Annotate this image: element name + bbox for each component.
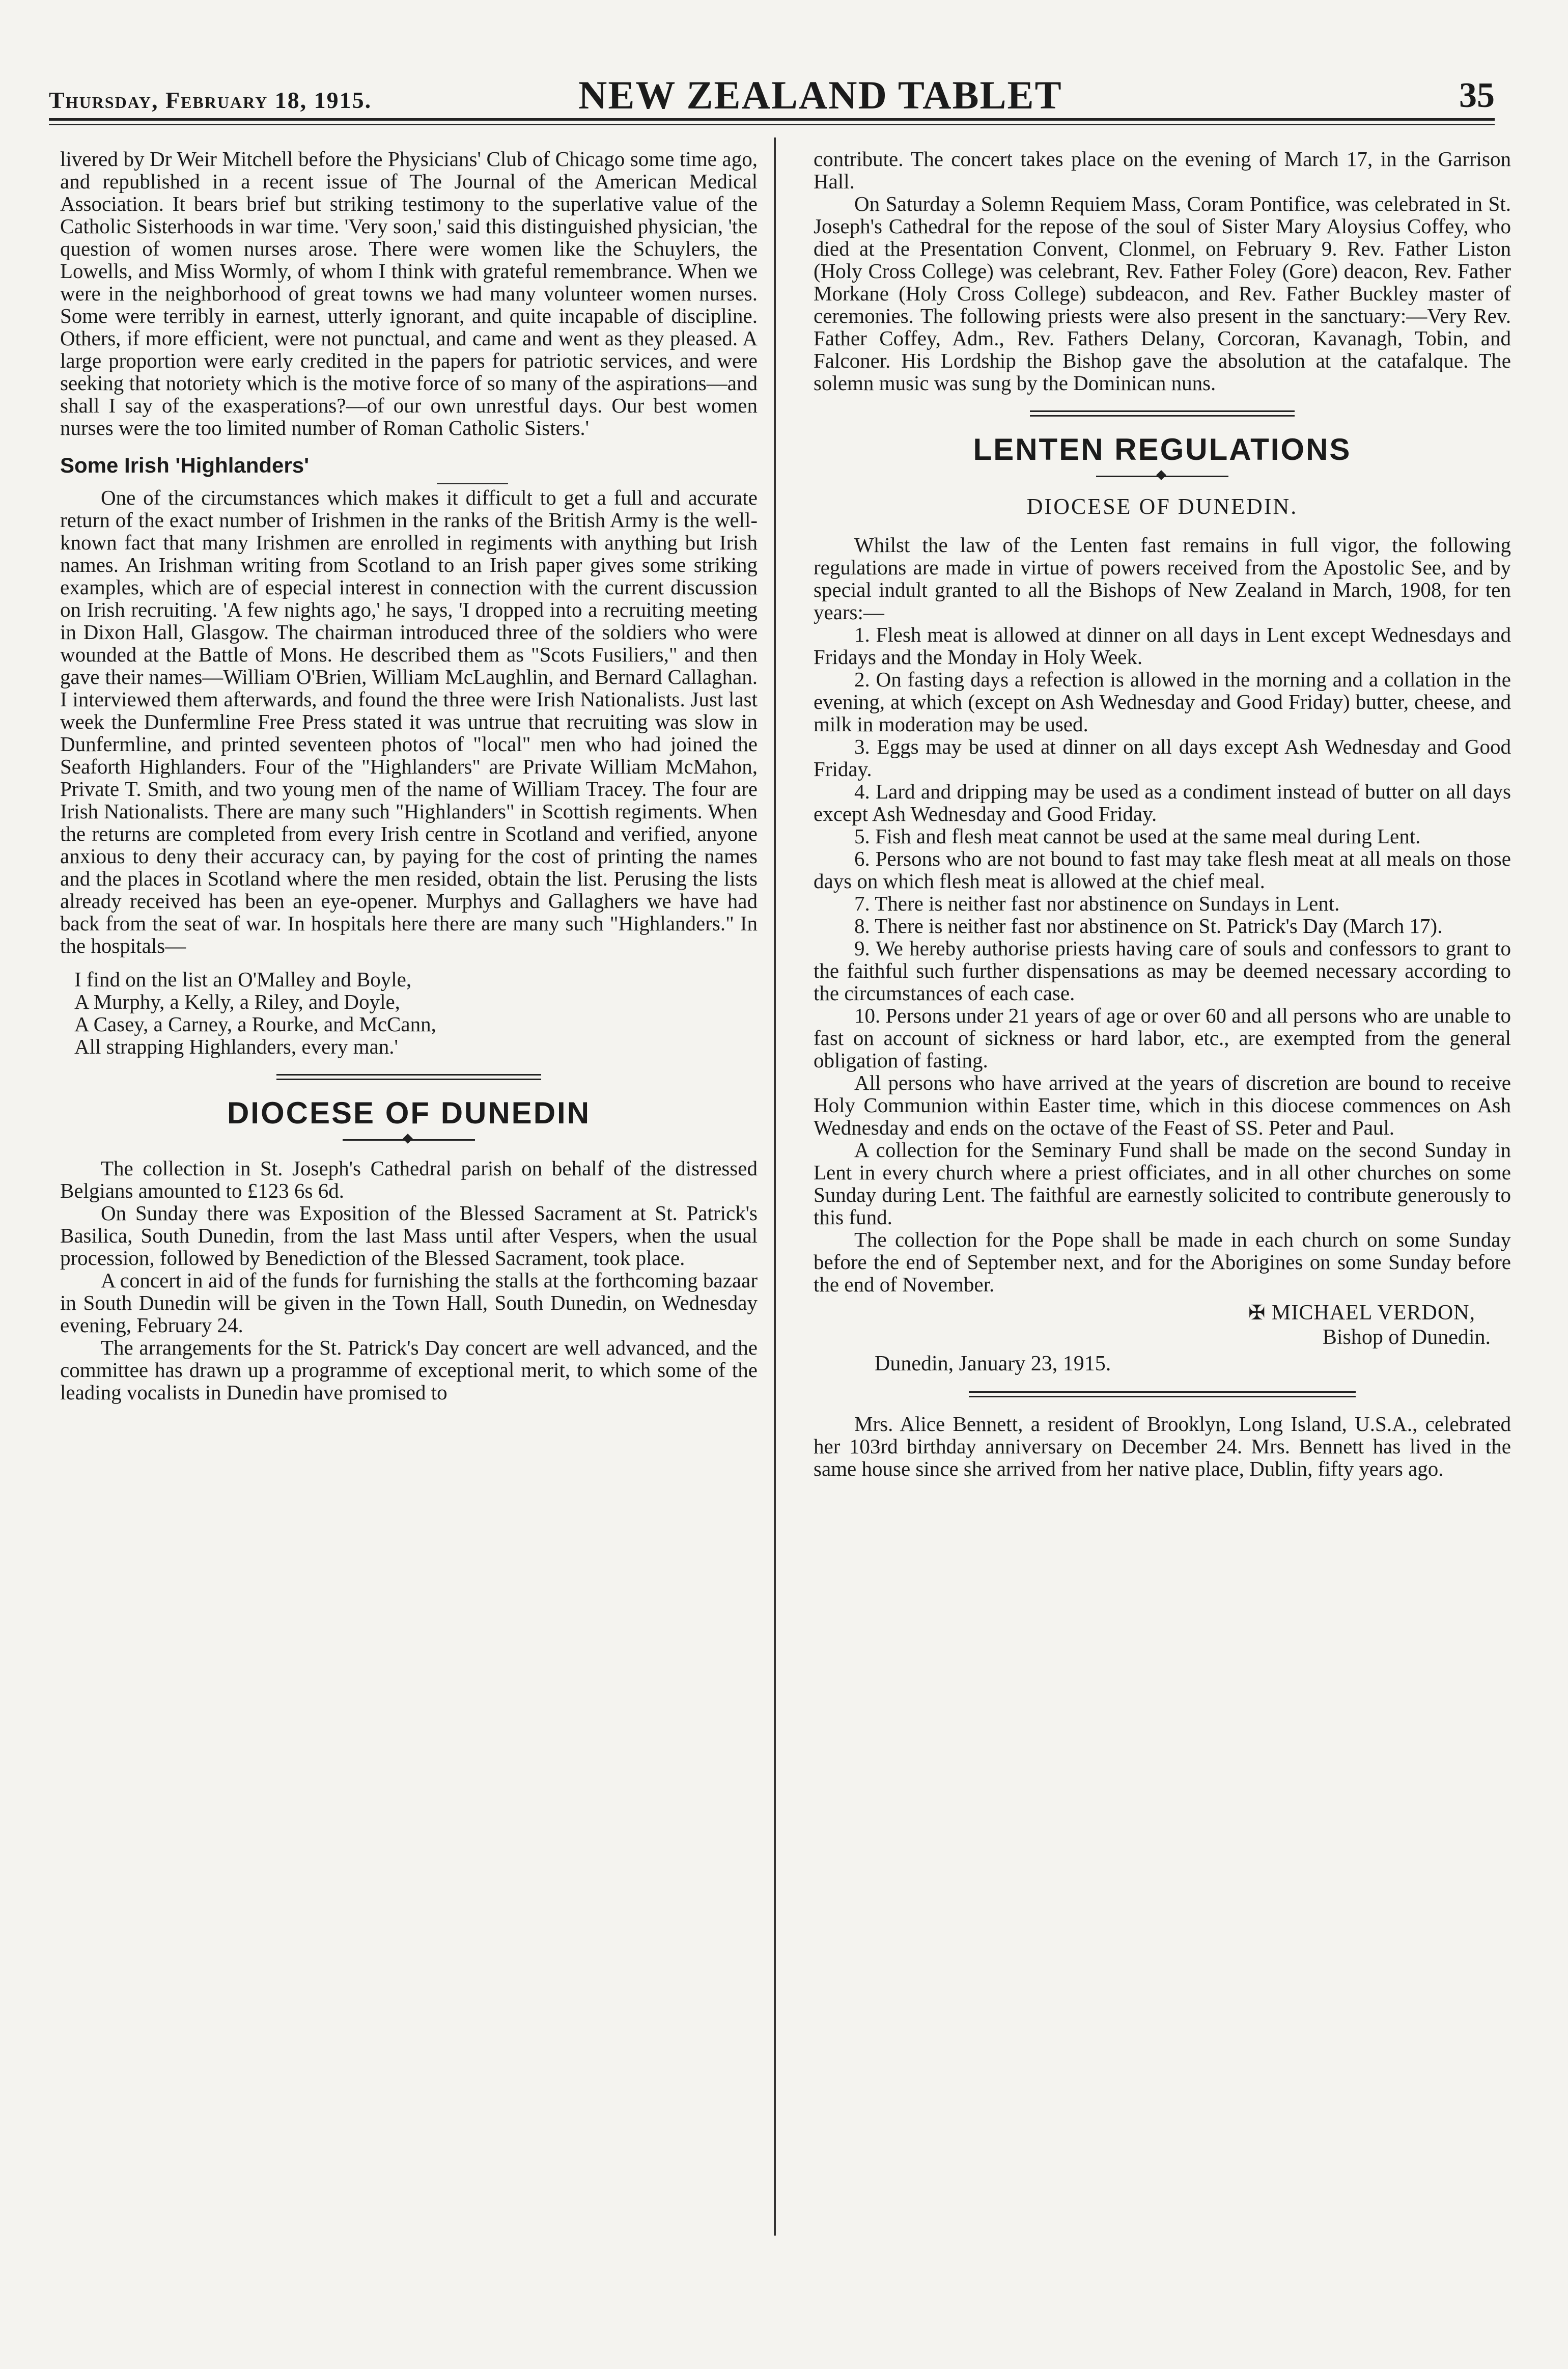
- header-rule-thin: [49, 124, 1495, 125]
- concert-continued: contribute. The concert takes place on the evening of March 17, in the Garrison Hall.: [814, 147, 1511, 193]
- dunedin-paragraph: On Sunday there was Exposition of the Blessed Sacrament at St. Patrick's Basilica, South Dunedin, from the last Mass until after Vespers, when the usual procession, followed by Benediction of the Blessed Sacrament, took place.: [60, 1201, 758, 1270]
- lenten-rule: 10. Persons under 21 years of age or over 60 and all persons who are unable to fast on account of sickness or hard labor, etc., are exempted from the general obligation of fasting.: [814, 1004, 1511, 1072]
- lenten-diocese-subtitle: DIOCESE OF DUNEDIN.: [1026, 494, 1298, 519]
- lenten-rule: 6. Persons who are not bound to fast may take flesh meat at all meals on those days on which flesh meat is allowed at the chief meal.: [814, 847, 1511, 893]
- verse-line: All strapping Highlanders, every man.': [74, 1035, 398, 1058]
- left-column: [60, 148, 758, 1403]
- lenten-regulations-title: LENTEN REGULATIONS: [973, 432, 1352, 466]
- seminary-paragraph: A collection for the Seminary Fund shall be made on the second Sunday in Lent in every church where a priest officiates, and in all other churches on some Sunday during Lent. The faithful are earnestly solicited to contribute generously to this fund.: [814, 1138, 1511, 1229]
- dunedin-paragraph: A concert in aid of the funds for furnishing the stalls at the forthcoming bazaar in South Dunedin will be given in the Town Hall, South Dunedin, on Wednesday evening, February 24.: [60, 1269, 758, 1337]
- section-separator: [1030, 410, 1295, 417]
- column-divider: [774, 137, 776, 2236]
- header-rule: [49, 118, 1495, 121]
- bishop-title: Bishop of Dunedin.: [1322, 1326, 1491, 1349]
- page-header: [49, 71, 1495, 122]
- diamond-rule: [343, 1135, 475, 1145]
- verse-line: I find on the list an O'Malley and Boyle,: [74, 968, 412, 991]
- lenten-rule: 2. On fasting days a refection is allowed in the morning and a collation in the evening, at which (except on Ash Wednesday and Good Friday) butter, cheese, and milk in moderation may be used.: [814, 668, 1511, 736]
- section-separator: [969, 1391, 1356, 1397]
- irish-highlanders-body: One of the circumstances which makes it difficult to get a full and accurate return of the exact number of Irishmen in the ranks of the British Army is the well-known fact that many Irishmen are enrolled in regiments with anything but Irish names. An Irishman writing from Scotland to an Irish paper gives some striking examples, which are of especial interest in connection with the current discussion on Irish recruiting. 'A few nights ago,' he says, 'I dropped into a recruiting meeting in Dixon Hall, Glasgow. The chairman introduced three of the soldiers who were wounded at the Battle of Mons. He described them as "Scots Fusiliers," and then gave their names—William O'Brien, William McLaughlin, and Bernard Callaghan. I interviewed them afterwards, and found the three were Irish Nationalists. Just last week the Dunfermline Free Press stated it was untrue that recruiting was slow in Dunfermline, and printed seventeen photos of "local" men who had joined the Seaforth Highlanders. Four of the "Highlanders" are Private William McMahon, Private T. Smith, and two young men of the name of William Tracey. The four are Irish Nationalists. There are many such "Highlanders" in Scottish regiments. When the returns are completed from every Irish centre in Scotland and verified, anyone anxious to deny their accuracy can, by paying for the cost of printing the names and the places in Scotland where the men resided, obtain the list. Perusing the lists already received has been an eye-opener. Murphys and Gallaghers we have had back from the seat of war. In hospitals here there are many such "Highlanders." In the hospitals—: [60, 486, 758, 957]
- diamond-rule: [1096, 471, 1228, 481]
- bishop-signature: [814, 1301, 1511, 1325]
- irish-highlanders-heading: Some Irish 'Highlanders': [60, 453, 310, 477]
- signature-date: Dunedin, January 23, 1915.: [875, 1352, 1111, 1375]
- cross-icon: ✠: [1248, 1301, 1266, 1324]
- issue-date: Thursday, February 18, 1915.: [49, 87, 372, 113]
- verse: [74, 968, 758, 1058]
- lenten-rule: 3. Eggs may be used at dinner on all days except Ash Wednesday and Good Friday.: [814, 735, 1511, 781]
- requiem-paragraph: On Saturday a Solemn Requiem Mass, Coram Pontifice, was celebrated in St. Joseph's Cathedral for the repose of the soul of Sister Mary Aloysius Coffey, who died at the Presentation Convent, Clonmel, on February 9. Rev. Father Liston (Holy Cross College) was celebrant, Rev. Father Foley (Gore) deacon, Rev. Father Morkane (Holy Cross College) subdeacon, and Rev. Father Buckley master of ceremonies. The following priests were also present in the sanctuary:—Very Rev. Father Coffey, Adm., Rev. Fathers Delany, Corcoran, Kavanagh, Tobin, and Falconer. His Lordship the Bishop gave the absolution at the catafalque. The solemn music was sung by the Dominican nuns.: [814, 192, 1511, 395]
- masthead-title: NEW ZEALAND TABLET: [578, 73, 1062, 117]
- section-separator: [276, 1074, 541, 1080]
- diocese-of-dunedin-title: DIOCESE OF DUNEDIN: [227, 1096, 591, 1130]
- communion-paragraph: All persons who have arrived at the years of discretion are bound to receive Holy Communion within Easter time, which in this diocese commences on Ash Wednesday and ends on the octave of the Feast of SS. Peter and Paul.: [814, 1071, 1511, 1139]
- subhead-rule: [437, 483, 508, 484]
- lenten-rule: 7. There is neither fast nor abstinence on Sundays in Lent.: [854, 892, 1340, 915]
- lenten-rule: 5. Fish and flesh meat cannot be used at the same meal during Lent.: [854, 824, 1421, 848]
- intro-paragraph: livered by Dr Weir Mitchell before the Physicians' Club of Chicago some time ago, and republished in a recent issue of The Journal of the American Medical Association. It bears brief but striking testimony to the superlative value of the Catholic Sisterhoods in war time. 'Very soon,' said this distinguished physician, 'the question of women nurses arose. There were women like the Schuylers, the Lowells, and Miss Wormly, of whom I think with grateful remembrance. When we were in the neighborhood of great towns we had many volunteer women nurses. Some were terribly in earnest, utterly ignorant, and quite incapable of discipline. Others, if more efficient, were not punctual, and came and went as they pleased. A large proportion were early credited in the papers for patriotic services, and were seeking that notoriety which is the motive force of so many of the aspirations—and shall I say of the exasperations?—of our own unrestful days. Our best women nurses were the too limited number of Roman Catholic Sisters.': [60, 147, 758, 439]
- right-column: [814, 148, 1511, 1480]
- lenten-rule: 4. Lard and dripping may be used as a condiment instead of butter on all days except Ash Wednesday and Good Friday.: [814, 780, 1511, 825]
- dunedin-paragraph: The arrangements for the St. Patrick's Day concert are well advanced, and the committee has drawn up a programme of exceptional merit, to which some of the leading vocalists in Dunedin have promised to: [60, 1336, 758, 1404]
- page-number: 35: [1459, 76, 1495, 115]
- lenten-intro: Whilst the law of the Lenten fast remains in full vigor, the following regulations are made in virtue of powers received from the Apostolic See, and by special indult granted to all the Bishops of New Zealand in March, 1908, for ten years:—: [814, 533, 1511, 624]
- lenten-rule: 8. There is neither fast nor abstinence on St. Patrick's Day (March 17).: [854, 914, 1443, 938]
- verse-line: A Casey, a Carney, a Rourke, and McCann,: [74, 1012, 436, 1036]
- verse-line: A Murphy, a Kelly, a Riley, and Doyle,: [74, 990, 400, 1013]
- pope-collection-paragraph: The collection for the Pope shall be made in each church on some Sunday before the end of September next, and for the Aborigines on some Sunday before the end of November.: [814, 1228, 1511, 1296]
- bishop-name: MICHAEL VERDON,: [1272, 1301, 1475, 1325]
- bennett-paragraph: Mrs. Alice Bennett, a resident of Brooklyn, Long Island, U.S.A., celebrated her 103rd birthday anniversary on December 24. Mrs. Bennett has lived in the same house since she arrived from her native place, Dublin, fifty years ago.: [814, 1412, 1511, 1480]
- dunedin-paragraph: The collection in St. Joseph's Cathedral parish on behalf of the distressed Belgians amounted to £123 6s 6d.: [60, 1156, 758, 1202]
- lenten-rule: 1. Flesh meat is allowed at dinner on all days in Lent except Wednesdays and Fridays and the Monday in Holy Week.: [814, 623, 1511, 669]
- lenten-rule: 9. We hereby authorise priests having care of souls and confessors to grant to the faithful such further dispensations as may be deemed necessary according to the circumstances of each case.: [814, 936, 1511, 1005]
